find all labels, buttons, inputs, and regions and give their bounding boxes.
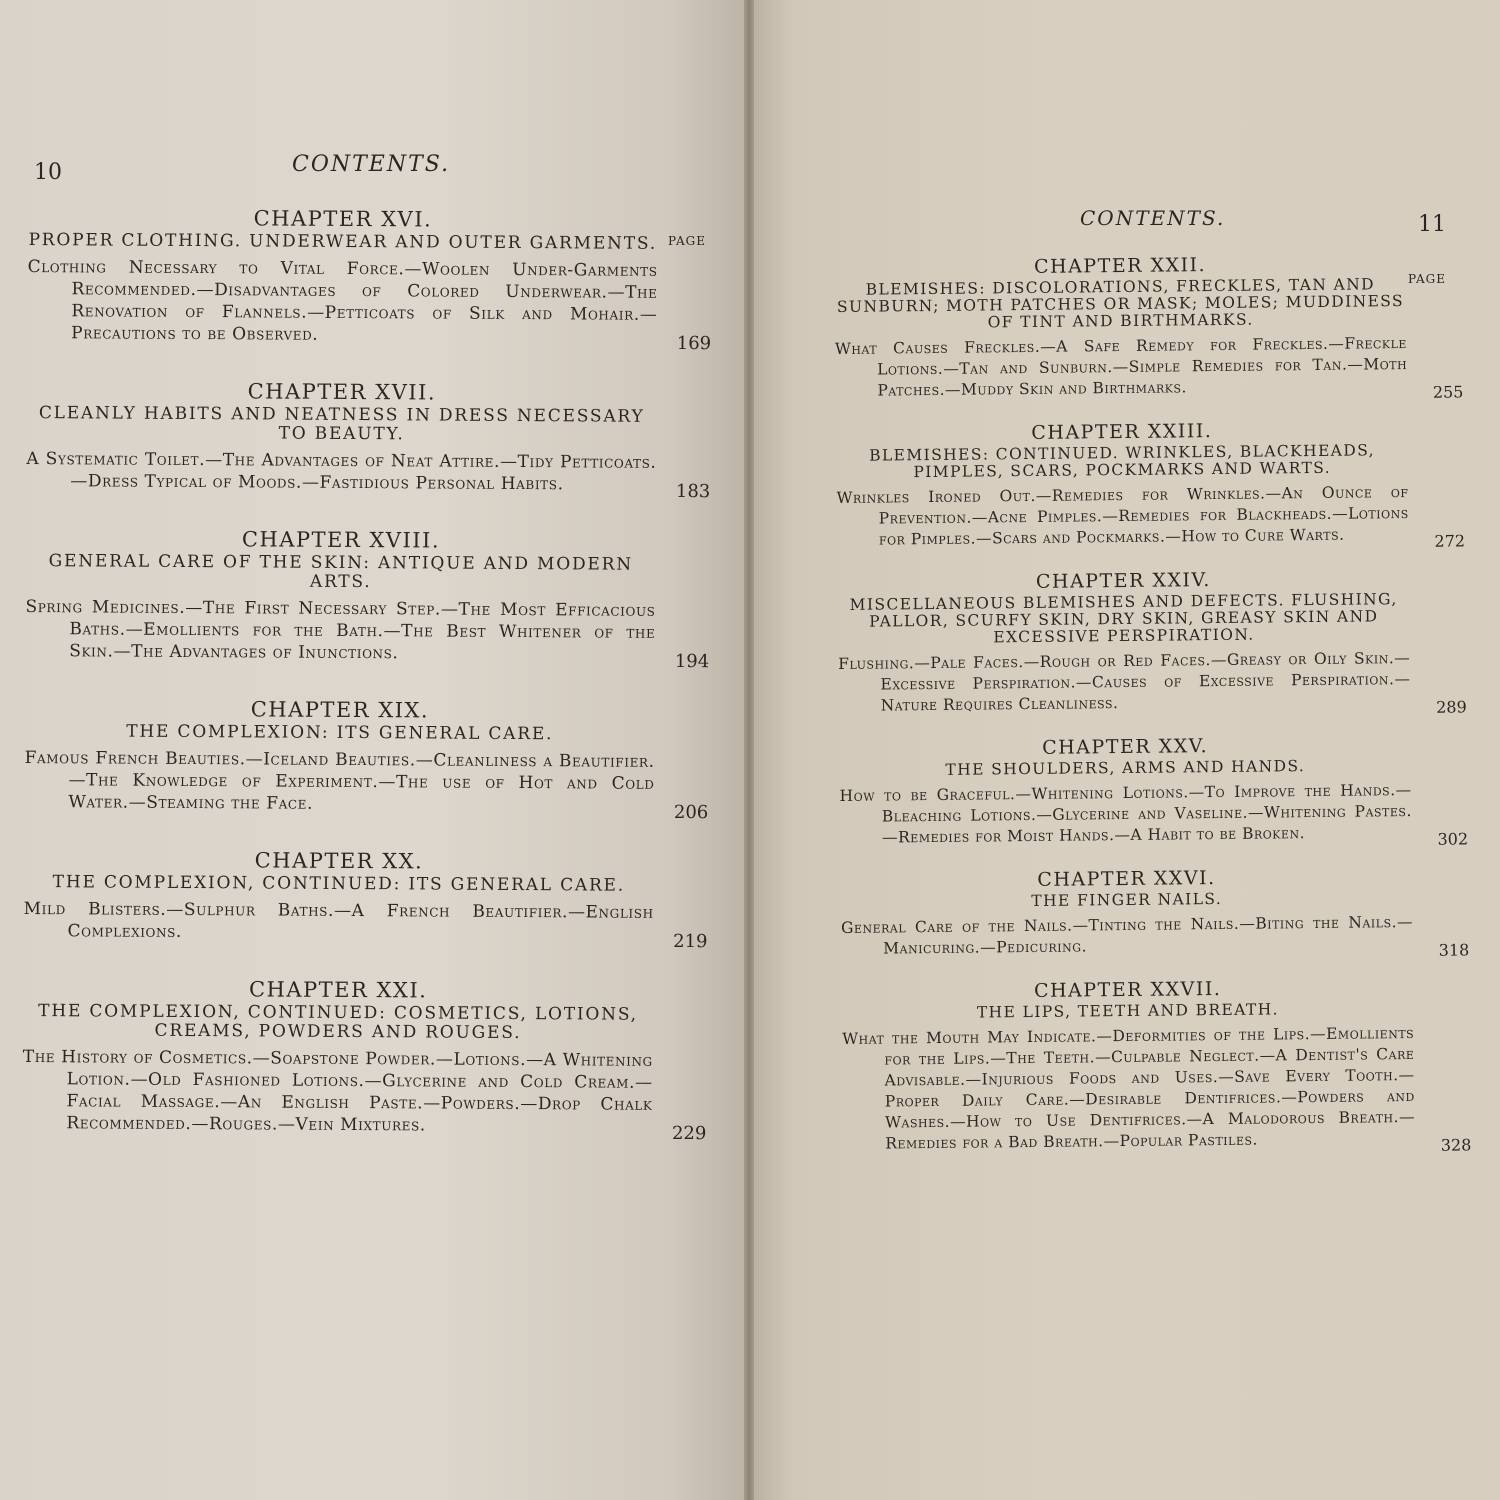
chapter-page-number: 206 xyxy=(673,801,709,824)
chapter-page-number: 328 xyxy=(1440,1135,1472,1155)
chapter-number: CHAPTER XXII. xyxy=(1033,254,1207,278)
chapter-description: How to be Graceful.—Whitening Lotions.—To Improve the Hands.—Bleaching Lotions.—Glycerine and Vaseline.—Whitening Pastes.—Remedies for Moist Hands.—A Habit to be Broken. xyxy=(839,780,1412,847)
chapter-description: Spring Medicines.—The First Necessary Step.—The Most Efficacious Baths.—Emollients for the Bath.—The Best Whitener of the Skin.—The Advantages of Inunctions. xyxy=(25,596,656,664)
chapter-subject: THE FINGER NAILS. xyxy=(1031,889,1223,910)
chapter-description: General Care of the Nails.—Tinting the Nails.—Biting the Nails.—Manicuring.—Pedicuring. xyxy=(840,912,1414,958)
chapter-entry xyxy=(22,976,713,1145)
left-page-label: PAGE xyxy=(668,234,706,248)
chapter-description: Wrinkles Ironed Out.—Remedies for Wrinkles.—An Ounce of Prevention.—Acne Pimples.—Remedies for Blackheads.—Lotions for Pimples.—Scars and Pockmarks.—How to Cure Warts. xyxy=(836,482,1409,549)
chapter-subject: CLEANLY HABITS AND NEATNESS IN DRESS NECESSARY TO BEAUTY. xyxy=(38,403,645,445)
chapter-page-number: 169 xyxy=(676,332,712,355)
chapter-number: CHAPTER XVII. xyxy=(247,379,437,405)
chapter-entry xyxy=(23,847,714,953)
chapter-entry xyxy=(27,205,718,355)
chapter-entry xyxy=(834,251,1467,402)
chapter-entry xyxy=(839,732,1472,849)
chapter-description: The History of Cosmetics.—Soapstone Powder.—Lotions.—A Whitening Lotion.—Old Fashioned Lotions.—Glycerine and Cold Cream.—Facial Massage.—An English Paste.—Powders.—Drop Chalk Recommended.—Rouges.—Vein Mixtures. xyxy=(22,1046,653,1136)
chapter-entry xyxy=(837,566,1470,717)
chapter-page-number: 194 xyxy=(674,650,710,673)
chapter-subject: PROPER CLOTHING. UNDERWEAR AND OUTER GARMENTS. xyxy=(28,230,658,254)
chapter-page-number: 318 xyxy=(1438,940,1470,960)
right-page-label: PAGE xyxy=(1408,272,1446,286)
chapter-entry xyxy=(25,526,716,673)
chapter-entry xyxy=(840,864,1473,960)
chapter-description: What the Mouth May Indicate.—Deformities of the Lips.—Emollients for the Lips.—The Teeth.—Culpable Neglect.—A Dentist's Care Advisable.—Injurious Foods and Uses.—Save Every Tooth.—Proper Daily Care.—Desirable Dentifrices.—Powders and Washes.—How to Use Dentifrices.—A Malodorous Breath.—Remedies for a Bad Breath.—Popular Pastiles. xyxy=(842,1023,1416,1153)
chapter-number: CHAPTER XXIII. xyxy=(1031,420,1213,444)
chapter-entry xyxy=(836,417,1469,551)
chapter-number: CHAPTER XVI. xyxy=(253,206,433,232)
right-contents-column xyxy=(834,251,1475,1155)
chapter-description: A Systematic Toilet.—The Advantages of Neat Attire.—Tidy Petticoats.—Dress Typical of Moods.—Fastidious Personal Habits. xyxy=(26,448,657,495)
chapter-subject: BLEMISHES: CONTINUED. WRINKLES, BLACKHEADS, PIMPLES, SCARS, POCKMARKS AND WARTS. xyxy=(869,441,1376,482)
chapter-description: What Causes Freckles.—A Safe Remedy for Freckles.—Freckle Lotions.—Tan and Sunburn.—Simple Remedies for Tan.—Moth Patches.—Muddy Skin and Birthmarks. xyxy=(834,334,1408,400)
chapter-number: CHAPTER XXIV. xyxy=(1035,569,1212,593)
chapter-subject: THE COMPLEXION, CONTINUED: ITS GENERAL CARE. xyxy=(52,872,626,896)
chapter-page-number: 255 xyxy=(1432,382,1464,402)
chapter-subject: THE COMPLEXION: ITS GENERAL CARE. xyxy=(126,721,554,745)
left-running-head: CONTENTS. xyxy=(292,152,451,177)
chapter-description: Mild Blisters.—Sulphur Baths.—A French Beautifier.—English Complexions. xyxy=(23,898,654,942)
chapter-page-number: 183 xyxy=(675,480,711,503)
chapter-page-number: 272 xyxy=(1434,531,1466,551)
chapter-description: Flushing.—Pale Faces.—Rough or Red Faces.—Greasy or Oily Skin.—Excessive Perspiration.—Causes of Excessive Perspiration.—Nature Requires Cleanliness. xyxy=(838,648,1411,715)
chapter-subject: BLEMISHES: DISCOLORATIONS, FRECKLES, TAN AND SUNBURN; MOTH PATCHES OR MASK; MOLES; MUDDINESS OF TINT AND BIRTHMARKS. xyxy=(836,275,1405,332)
chapter-number: CHAPTER XXVI. xyxy=(1037,867,1216,891)
right-folio: 11 xyxy=(1418,212,1446,237)
chapter-number: CHAPTER XX. xyxy=(254,848,424,874)
chapter-entry xyxy=(24,696,715,824)
chapter-entry xyxy=(842,975,1476,1155)
chapter-subject: THE COMPLEXION, CONTINUED: COSMETICS, LOTIONS, CREAMS, POWDERS AND ROUGES. xyxy=(38,1001,638,1044)
chapter-page-number: 302 xyxy=(1437,829,1469,849)
book-gutter xyxy=(744,0,754,1500)
left-folio: 10 xyxy=(34,160,62,185)
right-running-head: CONTENTS. xyxy=(1080,206,1226,230)
left-contents-column xyxy=(22,205,718,1145)
chapter-number: CHAPTER XVIII. xyxy=(241,527,441,553)
chapter-number: CHAPTER XXI. xyxy=(248,977,428,1003)
chapter-page-number: 229 xyxy=(671,1122,707,1145)
chapter-subject: THE SHOULDERS, ARMS AND HANDS. xyxy=(945,757,1306,779)
chapter-subject: MISCELLANEOUS BLEMISHES AND DEFECTS. FLUSHING, PALLOR, SCURFY SKIN, DRY SKIN, GREASY SKIN AND EXCESSIVE PERSPIRATION. xyxy=(849,590,1398,647)
chapter-page-number: 289 xyxy=(1436,697,1467,717)
chapter-subject: THE LIPS, TEETH AND BREATH. xyxy=(976,1000,1280,1022)
chapter-number: CHAPTER XXV. xyxy=(1042,735,1209,759)
chapter-description: Famous French Beauties.—Iceland Beauties.—Cleanliness a Beautifier.—The Knowledge of Experiment.—The use of Hot and Cold Water.—Steaming the Face. xyxy=(24,747,655,814)
chapter-number: CHAPTER XXVII. xyxy=(1033,977,1222,1002)
chapter-number: CHAPTER XIX. xyxy=(250,697,430,723)
chapter-subject: GENERAL CARE OF THE SKIN: ANTIQUE AND MODERN ARTS. xyxy=(48,551,634,593)
chapter-description: Clothing Necessary to Vital Force.—Woolen Under-Garments Recommended.—Disadvantages of Colored Underwear.—The Renovation of Flannels.—Petticoats of Silk and Mohair.—Precautions to be Observed. xyxy=(27,256,658,345)
chapter-entry xyxy=(26,378,717,503)
chapter-page-number: 219 xyxy=(673,930,708,953)
